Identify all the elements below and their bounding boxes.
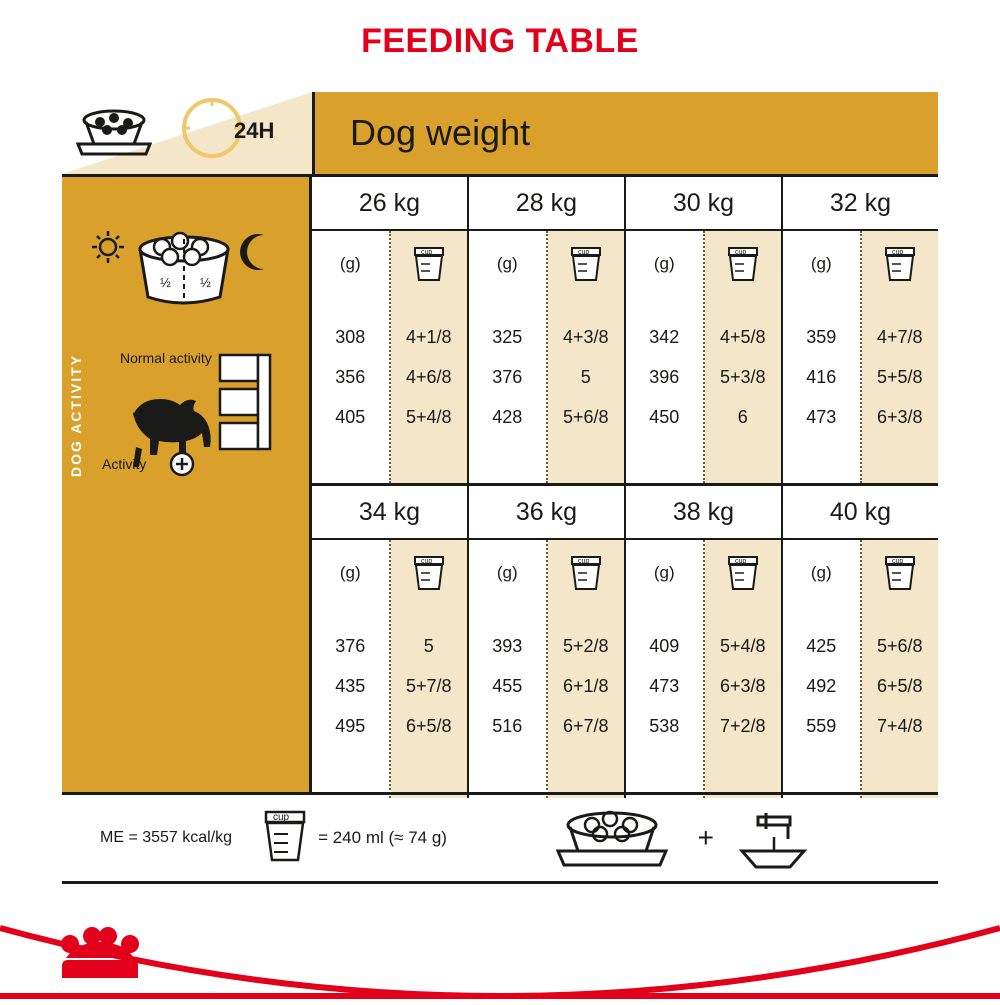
sun-icon [92, 231, 124, 263]
cup-icon [412, 244, 446, 284]
grams-column [469, 231, 548, 483]
grams-column [626, 231, 705, 483]
bowl-icon-footer [544, 807, 684, 869]
grams-value: 409 [649, 635, 680, 656]
grams-unit: (g) [810, 563, 832, 582]
cups-column [391, 231, 468, 483]
cups-value: 4+3/8 [562, 326, 609, 347]
svg-text:cup: cup [891, 249, 904, 256]
cups-value: 4+1/8 [405, 326, 452, 347]
dog-weight-label: Dog weight [350, 112, 531, 153]
grams-column [783, 231, 862, 483]
cups-value: 5+4/8 [405, 406, 452, 427]
grams-value: 516 [492, 715, 523, 736]
cup-unit-icon [412, 231, 446, 297]
cups-value: 7+2/8 [719, 715, 766, 736]
grams-value: 376 [335, 635, 366, 656]
bowl-icon [78, 111, 150, 154]
weight-blocks [312, 177, 938, 792]
cup-unit-icon [412, 540, 446, 606]
grams-value: 396 [649, 366, 680, 387]
weight-group-26kg [312, 231, 469, 483]
moon-icon [240, 234, 264, 270]
half-right-label: ½ [200, 275, 211, 290]
grams-value: 325 [492, 326, 523, 347]
cup-unit-icon [569, 231, 603, 297]
cups-value: 5+6/8 [562, 406, 609, 427]
cup-icon [569, 553, 603, 593]
cups-value: 5+6/8 [876, 635, 923, 656]
grams-value: 376 [492, 366, 523, 387]
svg-text:cup: cup [734, 558, 747, 565]
grams-column [312, 231, 391, 483]
svg-text:cup: cup [420, 558, 433, 565]
grams-value: 342 [649, 326, 680, 347]
cups-value: 5+3/8 [719, 366, 766, 387]
weight-label-30kg: 30 kg [626, 177, 783, 229]
table-body [62, 174, 938, 792]
plus-sign: + [697, 822, 714, 853]
cups-value: 5+7/8 [405, 675, 452, 696]
feeding-table [62, 92, 938, 792]
cups-value: 5 [580, 366, 591, 387]
grams-value: 308 [335, 326, 366, 347]
cups-value: 6+3/8 [719, 675, 766, 696]
cups-value: 6 [737, 406, 748, 427]
footer-bowl-water [544, 807, 820, 869]
cups-value: 4+6/8 [405, 366, 452, 387]
weight-group-28kg [469, 231, 626, 483]
cup-icon [883, 244, 917, 284]
cups-value: 6+3/8 [876, 406, 923, 427]
grams-column [469, 540, 548, 798]
dog-weight-header [312, 92, 938, 174]
cup-unit-icon [726, 540, 760, 606]
cups-value: 6+5/8 [405, 715, 452, 736]
cup-icon [569, 244, 603, 284]
clock-24h-icon [184, 100, 240, 156]
grams-value: 428 [492, 406, 523, 427]
svg-text:cup: cup [577, 558, 590, 565]
grams-value: 495 [335, 715, 366, 736]
grams-value: 473 [806, 406, 837, 427]
badge-24h-label: 24H [234, 118, 275, 143]
half-left-label: ½ [160, 275, 171, 290]
grams-unit: (g) [339, 563, 361, 582]
cups-column [548, 231, 625, 483]
grams-unit: (g) [496, 254, 518, 273]
weight-values-row-1 [312, 229, 938, 483]
grams-unit: (g) [496, 563, 518, 582]
plus-badge-icon [171, 453, 193, 475]
weight-header-row-1 [312, 177, 938, 229]
cup-icon [726, 553, 760, 593]
cup-icon-footer [262, 806, 308, 871]
grams-unit: (g) [653, 254, 675, 273]
cups-column [548, 540, 625, 798]
weight-block-1 [312, 177, 938, 483]
table-header-left [62, 92, 312, 174]
grams-unit: (g) [653, 563, 675, 582]
cup-unit-icon [883, 231, 917, 297]
cup-icon [262, 806, 308, 866]
royal-canin-brand-mark [0, 900, 1000, 1000]
table-footer [62, 792, 938, 884]
grams-unit: (g) [810, 254, 832, 273]
dog-activity-vertical-label: DOG ACTIVITY [68, 353, 84, 477]
grams-value: 492 [806, 675, 837, 696]
bowl-split-graphic [88, 205, 308, 335]
svg-text:cup: cup [420, 249, 433, 256]
activity-graphic [90, 347, 305, 492]
cups-column [862, 231, 939, 483]
grams-value: 425 [806, 635, 837, 656]
grams-value: 559 [806, 715, 837, 736]
grams-value: 359 [806, 326, 837, 347]
page-title: FEEDING TABLE [361, 22, 639, 60]
grams-value: 356 [335, 366, 366, 387]
svg-text:cup: cup [577, 249, 590, 256]
dog-activity-panel [62, 177, 312, 792]
weight-label-32kg: 32 kg [829, 188, 892, 217]
svg-text:cup: cup [891, 558, 904, 565]
weight-group-30kg [626, 231, 783, 483]
me-value: ME = 3557 kcal/kg [100, 829, 233, 846]
cup-equivalence-text: = 240 ml (≈ 74 g) [318, 828, 447, 847]
cups-value: 6+1/8 [562, 675, 609, 696]
cups-value: 5+2/8 [562, 635, 609, 656]
activity-steps-icon [220, 355, 270, 449]
grams-column [783, 540, 862, 798]
weight-label-38kg: 38 kg [626, 486, 783, 538]
weight-label-40kg: 40 kg [829, 497, 892, 526]
cups-value: 4+5/8 [719, 326, 766, 347]
grams-value: 435 [335, 675, 366, 696]
grams-value: 405 [335, 406, 366, 427]
cups-value: 6+7/8 [562, 715, 609, 736]
cups-value: 5 [423, 635, 434, 656]
cups-value: 6+5/8 [876, 675, 923, 696]
cup-icon [726, 244, 760, 284]
weight-label-36kg: 36 kg [469, 486, 626, 538]
weight-block-2 [312, 483, 938, 795]
grams-value: 473 [649, 675, 680, 696]
weight-label-28kg: 28 kg [469, 177, 626, 229]
cups-column [705, 540, 782, 798]
cup-unit-icon [883, 540, 917, 606]
weight-label-34kg: 34 kg [312, 486, 469, 538]
weight-group-36kg [469, 540, 626, 798]
cups-value: 4+7/8 [876, 326, 923, 347]
cups-column [705, 231, 782, 483]
grams-value: 416 [806, 366, 837, 387]
header-icons [62, 92, 312, 174]
cup-unit-icon [569, 540, 603, 606]
crown-icon [61, 927, 139, 978]
grams-value: 450 [649, 406, 680, 427]
grams-value: 455 [492, 675, 523, 696]
cup-icon [883, 553, 917, 593]
grams-value: 538 [649, 715, 680, 736]
brand-footer [0, 900, 1000, 1000]
svg-text:cup: cup [734, 249, 747, 256]
weight-group-40kg [783, 540, 938, 798]
cup-icon [412, 553, 446, 593]
svg-text:cup: cup [273, 811, 290, 823]
weight-group-34kg [312, 540, 469, 798]
cups-value: 5+4/8 [719, 635, 766, 656]
grams-unit: (g) [339, 254, 361, 273]
weight-group-38kg [626, 540, 783, 798]
activity-plus-label: Activity [102, 456, 147, 472]
cups-column [862, 540, 939, 798]
weight-group-32kg [783, 231, 938, 483]
cups-column [391, 540, 468, 798]
cup-unit-icon [726, 231, 760, 297]
weight-header-row-2 [312, 486, 938, 538]
grams-column [312, 540, 391, 798]
bowl-graphic-icon [140, 233, 228, 303]
cups-value: 5+5/8 [876, 366, 923, 387]
grams-column [626, 540, 705, 798]
weight-values-row-2 [312, 538, 938, 798]
grams-value: 393 [492, 635, 523, 656]
cups-value: 7+4/8 [876, 715, 923, 736]
weight-label-26kg: 26 kg [312, 177, 469, 229]
water-tap-icon [728, 807, 820, 869]
normal-activity-label: Normal activity [120, 350, 212, 366]
